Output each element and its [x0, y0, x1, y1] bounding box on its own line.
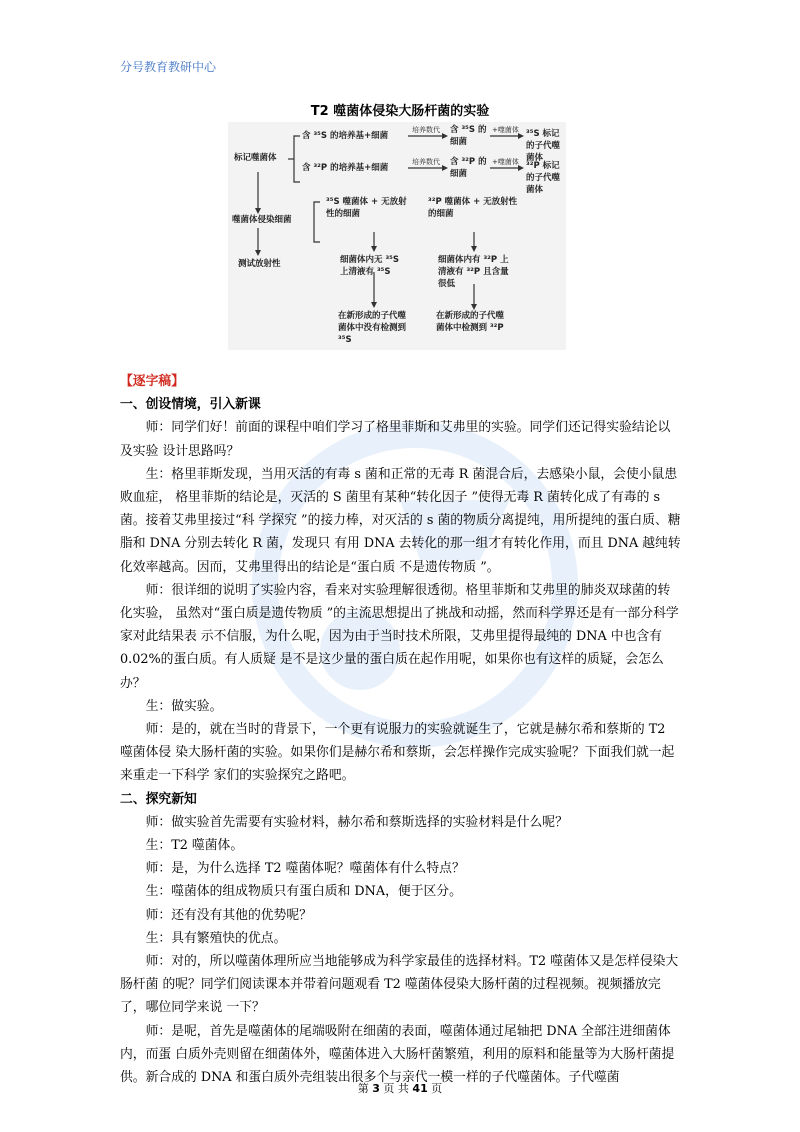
paragraph: 生：格里菲斯发现，当用灭活的有毒 s 菌和正常的无毒 R 菌混合后，去感染小鼠，会使小鼠患败血症， 格里菲斯的结论是，灭活的 S 菌里有某种“转化因子 ”使得无毒 R 菌转化成了有毒的 s 菌。接着艾弗里接过“科 学探究 ”的接力棒，对灭活的 s 菌的物质分离提纯，用所提纯的蛋白质、糖脂和 DNA 分别去转化 R 菌，发现只 有用 DNA 去转化的那一组才有转化作用，而且 DNA 越纯转化效率越高。因而，艾弗里得出的结论是“蛋白质 不是遗传物质 ”。: [120, 466, 681, 575]
row1-arrow-label: 培养数代: [412, 126, 440, 134]
paragraph: 师：是的，就在当时的背景下，一个更有说服力的实验就诞生了，它就是赫尔希和蔡斯的 T2 噬菌体侵 染大肠杆菌的实验。如果你们是赫尔希和蔡斯，会怎样操作完成实验呢？下面我们就一起来重走一下科学 家们的实验探究之路吧。: [120, 722, 675, 784]
row1-start: 含 ³⁵S 的培养基+细菌: [302, 131, 389, 141]
paragraph: 生：噬菌体的组成物质只有蛋白质和 DNA，便于区分。: [145, 884, 462, 900]
row1-arrow2-label: +噬菌体: [492, 126, 519, 134]
colA-bottom: 在新形成的子代噬菌体中没有检测到 ³⁵S: [338, 311, 407, 345]
experiment-flow-diagram: [228, 122, 566, 350]
header-organization: 分号教育教研中心: [120, 60, 217, 74]
footer-total-pages: 41: [412, 1082, 428, 1095]
page-footer: [0, 1080, 800, 1096]
colB-bottom: 在新形成的子代噬菌体中检测到 ³²P: [436, 311, 505, 333]
label-infect: 噬菌体侵染细菌: [232, 215, 292, 225]
colB-mid: 细菌体内有 ³²P 上清液有 ³²P 且含量很低: [438, 255, 509, 289]
colA-top: ³⁵S 噬菌体 + 无放射性的细菌: [326, 197, 407, 219]
paragraph: 生：做实验。: [145, 698, 223, 714]
label-mark-phage: 标记噬菌体: [234, 153, 277, 163]
footer-page-number: 3: [372, 1082, 380, 1095]
section-heading: 一、创设情境，引入新课: [120, 397, 261, 413]
footer-mid: 页 共: [383, 1082, 409, 1095]
row2-mid: 含 ³²P 的细菌: [450, 157, 487, 179]
row1-end: ³⁵S 标记的子代噬菌体: [526, 129, 561, 163]
transcript-body: [120, 370, 682, 1089]
paragraph-list: [120, 393, 682, 1089]
row1-mid: 含 ³⁵S 的细菌: [450, 125, 487, 147]
brace-top: [294, 136, 300, 182]
section-heading: 二、探究新知: [120, 791, 197, 807]
row2-start: 含 ³²P 的培养基+细菌: [302, 163, 389, 173]
paragraph: 师：是，为什么选择 T2 噬菌体呢？噬菌体有什么特点？: [145, 861, 465, 877]
footer-prefix: 第: [357, 1082, 369, 1095]
section-tag: 【逐字稿】: [120, 374, 184, 389]
brace-bottom: [314, 202, 320, 242]
paragraph: 师：做实验首先需要有实验材料，赫尔希和蔡斯选择的实验材料是什么呢？: [145, 814, 568, 830]
paragraph: 师：同学们好！前面的课程中咱们学习了格里菲斯和艾弗里的实验。同学们还记得实验结论以及实验 设计思路吗？: [120, 420, 671, 459]
paragraph: 师：对的，所以噬菌体理所应当地能够成为科学家最佳的选择材料。T2 噬菌体又是怎样侵染大肠杆菌 的呢？同学们阅读课本并带着问题观看 T2 噬菌体侵染大肠杆菌的过程视频。视频播放完了，哪位同学来说 一下？: [120, 954, 679, 1016]
paragraph: 师：很详细的说明了实验内容，看来对实验理解很透彻。格里菲斯和艾弗里的肺炎双球菌的转化实验， 虽然对“蛋白质是遗传物质 ”的主流思想提出了挑战和动摇，然而科学界还是有一部分科学家对此结果表 示不信服，为什么呢，因为由于当时技术所限，艾弗里提得最纯的 DNA 中也含有 0.02%的蛋白质。有人质疑 是不是这少量的蛋白质在起作用呢，如果你也有这样的质疑，会怎么办？: [120, 582, 679, 691]
label-test: 测试放射性: [238, 259, 281, 269]
row2-arrow2-label: +噬菌体: [492, 158, 519, 166]
paragraph: 师：还有没有其他的优势呢？: [145, 907, 312, 923]
paragraph: 生：T2 噬菌体。: [145, 838, 244, 854]
footer-suffix: 页: [431, 1082, 443, 1095]
document-title: T2 噬菌体侵染大肠杆菌的实验: [310, 104, 490, 119]
paragraph: 师：是呢，首先是噬菌体的尾端吸附在细菌的表面，噬菌体通过尾轴把 DNA 全部注进细菌体内，而蛋 白质外壳则留在细菌体外，噬菌体进入大肠杆菌繁殖，利用的原料和能量等为大肠杆菌提供。新合成的 DNA 和蛋白质外壳组装出很多个与亲代一模一样的子代噬菌体。子代噬菌: [120, 1023, 675, 1086]
colA-mid: 细菌体内无 ³⁵S 上清液有 ³⁵S: [340, 255, 400, 277]
colB-top: ³²P 噬菌体 + 无放射性的细菌: [428, 197, 518, 219]
row2-arrow-label: 培养数代: [412, 158, 440, 166]
paragraph: 生：具有繁殖快的优点。: [145, 930, 287, 946]
row2-end: ³²P 标记的子代噬菌体: [526, 161, 561, 195]
